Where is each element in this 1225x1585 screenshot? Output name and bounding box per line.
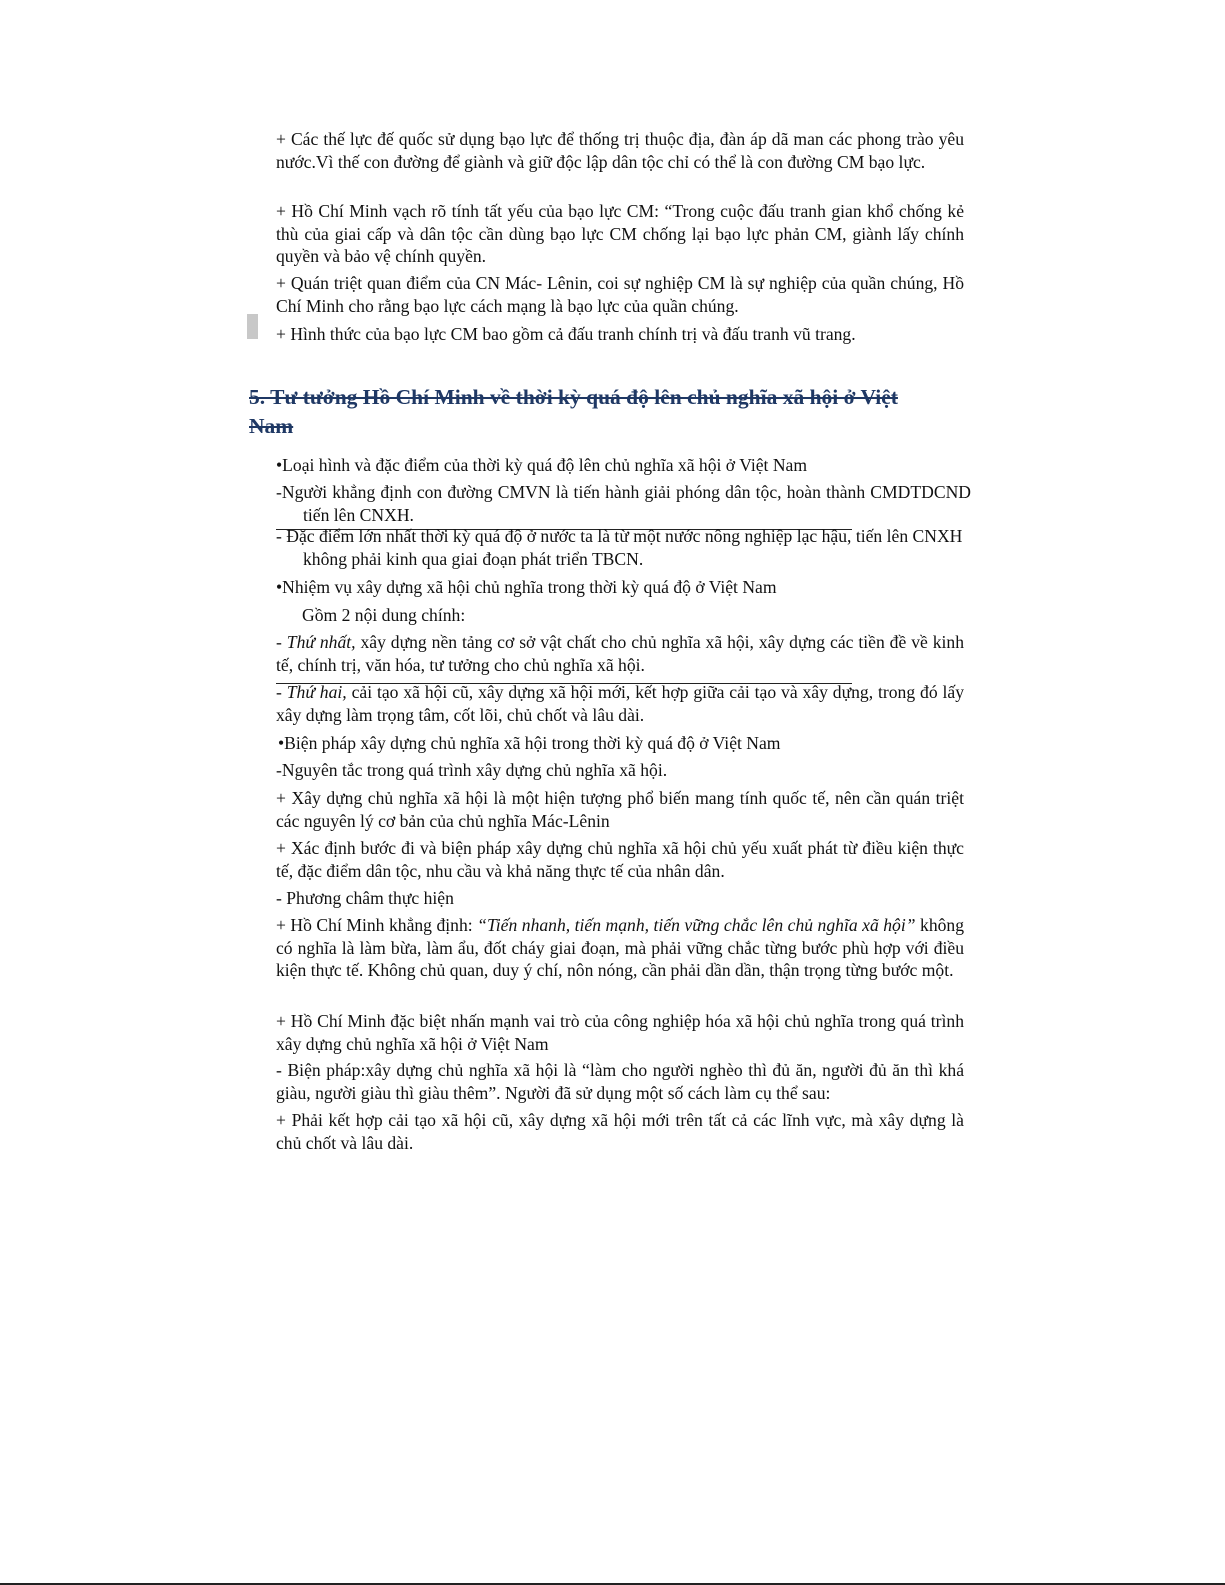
- revision-change-bar: [247, 314, 258, 339]
- second-text: cải tạo xã hội cũ, xây dựng xã hội mới, kết hợp giữa cải tạo và xây dựng, trong đó lấy xây dựng làm trọng tâm, cốt lõi, chủ chốt và lâu dài.: [276, 682, 964, 725]
- paragraph-cmvn-path: -Người khẳng định con đường CMVN là tiến hành giải phóng dân tộc, hoàn thành CMDTDCND tiến lên CNXH.: [276, 482, 971, 525]
- bullet-building-tasks: •Nhiệm vụ xây dựng xã hội chủ nghĩa trong thời kỳ quá độ ở Việt Nam: [276, 577, 777, 597]
- paragraph-principles: -Nguyên tắc trong quá trình xây dựng chủ nghĩa xã hội.: [276, 760, 668, 780]
- paragraph-biggest-feature: - Đặc điểm lớn nhất thời kỳ quá độ ở nước ta là từ một nước nông nghiệp lạc hậu, tiến lên CNXH không phải kinh qua giai đoạn phát triển TBCN.: [276, 526, 963, 569]
- section-heading: [249, 383, 969, 441]
- first-label: Thứ nhất,: [286, 632, 356, 652]
- affirms-lead: + Hồ Chí Minh khẳng định:: [276, 915, 478, 935]
- paragraph-second-task: - Thứ hai, cải tạo xã hội cũ, xây dựng xã hội mới, kết hợp giữa cải tạo và xây dựng, trong đó lấy xây dựng làm trọng tâm, cốt lõi, chủ chốt và lâu dài.: [276, 682, 964, 725]
- paragraph-violence-forms: + Hình thức của bạo lực CM bao gồm cả đấu tranh chính trị và đấu tranh vũ trang.: [276, 324, 856, 344]
- paragraph-violence-masses: + Quán triệt quan điểm của CN Mác- Lênin, coi sự nghiệp CM là sự nghiệp của quần chúng, Hồ Chí Minh cho rằng bạo lực cách mạng là bạo lực của quần chúng.: [276, 273, 964, 316]
- second-label: Thứ hai,: [286, 682, 347, 702]
- paragraph-international: + Xây dựng chủ nghĩa xã hội là một hiện tượng phổ biến mang tính quốc tế, nên cần quán triệt các nguyên lý cơ bản của chủ nghĩa Mác-Lênin: [276, 788, 964, 831]
- paragraph-industrialization: + Hồ Chí Minh đặc biệt nhấn mạnh vai trò của công nghiệp hóa xã hội chủ nghĩa trong quá trình xây dựng chủ nghĩa xã hội ở Việt Nam: [276, 1011, 964, 1054]
- bullet-transition-type: •Loại hình và đặc điểm của thời kỳ quá độ lên chủ nghĩa xã hội ở Việt Nam: [276, 455, 808, 475]
- paragraph-violence-imperialism: + Các thế lực đế quốc sử dụng bạo lực để thống trị thuộc địa, đàn áp dã man các phong trào yêu nước.Vì thế con đường để giành và giữ độc lập dân tộc chỉ có thể là con đường CM bạo lực.: [276, 129, 964, 172]
- affirms-quote: “Tiến nhanh, tiến mạnh, tiến vững chắc lên chủ nghĩa xã hội”: [477, 915, 916, 935]
- bullet-building-measures: •Biện pháp xây dựng chủ nghĩa xã hội trong thời kỳ quá độ ở Việt Nam: [278, 733, 781, 753]
- paragraph-violence-inevitable: + Hồ Chí Minh vạch rõ tính tất yếu của bạo lực CM: “Trong cuộc đấu tranh gian khổ chống kẻ thù của giai cấp và dân tộc cần dùng bạo lực CM chống lại bạo lực phản CM, giành lấy chính quyền và bảo vệ chính quyền.: [276, 201, 964, 266]
- paragraph-measures: - Biện pháp:xây dựng chủ nghĩa xã hội là “làm cho người nghèo thì đủ ăn, người đủ ăn thì khá giàu, người giàu thì giàu thêm”. Người đã sử dụng một số cách làm cụ thể sau:: [276, 1060, 964, 1103]
- paragraph-hcm-affirms: [276, 914, 964, 982]
- affirms-rest: không có nghĩa là làm bừa, làm ẩu, đốt cháy giai đoạn, mà phải vững chắc từng bước phù hợp với điều kiện thực tế. Không chủ quan, duy ý chí, nôn nóng, cần phải dần dần, thận trọng từng bước một.: [276, 915, 965, 980]
- paragraph-steps: + Xác định bước đi và biện pháp xây dựng chủ nghĩa xã hội chủ yếu xuất phát từ điều kiện thực tế, đặc điểm dân tộc, nhu cầu và khả năng thực tế của nhân dân.: [276, 838, 964, 881]
- first-text: xây dựng nền tảng cơ sở vật chất cho chủ nghĩa xã hội, xây dựng các tiền đề về kinh tế, chính trị, văn hóa, tư tưởng cho chủ nghĩa xã hội.: [276, 632, 964, 675]
- paragraph-reform: + Phải kết hợp cải tạo xã hội cũ, xây dựng xã hội mới trên tất cả các lĩnh vực, mà xây dựng là chủ chốt và lâu dài.: [276, 1110, 964, 1153]
- paragraph-first-task: - Thứ nhất, xây dựng nền tảng cơ sở vật chất cho chủ nghĩa xã hội, xây dựng các tiền đề về kinh tế, chính trị, văn hóa, tư tưởng cho chủ nghĩa xã hội.: [276, 632, 964, 675]
- heading-text: 5. Tư tưởng Hồ Chí Minh về thời kỳ quá độ lên chủ nghĩa xã hội ở Việt: [249, 385, 898, 409]
- paragraph-motto: - Phương châm thực hiện: [276, 888, 454, 908]
- paragraph-two-contents: Gồm 2 nội dung chính:: [302, 605, 466, 625]
- heading-text-tail: Nam: [249, 414, 294, 438]
